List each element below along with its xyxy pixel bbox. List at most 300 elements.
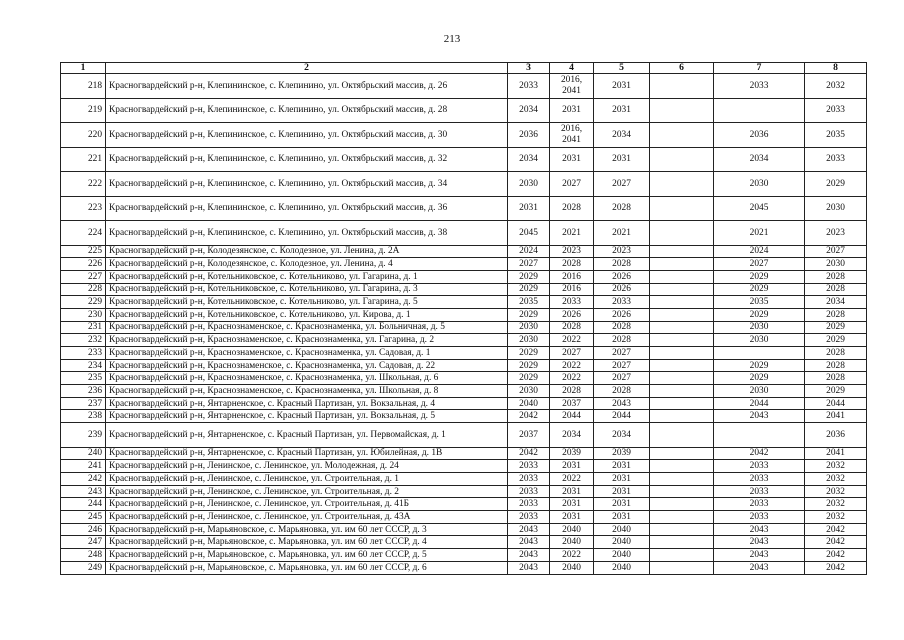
table-cell xyxy=(650,410,714,423)
table-cell: 235 xyxy=(61,372,106,385)
table-cell: Красногвардейский р-н, Колодезянское, с. Колодезное, ул. Ленина, д. 2А xyxy=(106,245,508,258)
table-cell: 244 xyxy=(61,498,106,511)
table-cell: 2033 xyxy=(594,296,650,309)
table-cell: 225 xyxy=(61,245,106,258)
table-cell: Красногвардейский р-н, Ленинское, с. Ленинское, ул. Молодежная, д. 24 xyxy=(106,460,508,473)
table-cell: 219 xyxy=(61,98,106,123)
table-cell: 218 xyxy=(61,74,106,99)
table-row xyxy=(61,308,867,321)
table-cell: 2022 xyxy=(550,372,594,385)
table-cell: 2028 xyxy=(805,283,867,296)
table-cell: 227 xyxy=(61,270,106,283)
table-cell: 2030 xyxy=(508,172,550,197)
table-cell: 2021 xyxy=(714,221,805,246)
table-cell: 2041 xyxy=(805,410,867,423)
table-cell: Красногвардейский р-н, Краснознаменское, с. Краснознаменка, ул. Садовая, д. 22 xyxy=(106,359,508,372)
table-row xyxy=(61,410,867,423)
table-cell xyxy=(650,549,714,562)
table-cell: 2029 xyxy=(508,283,550,296)
table-cell xyxy=(714,347,805,360)
table-cell: 2030 xyxy=(714,334,805,347)
table-cell: 2029 xyxy=(805,172,867,197)
table-cell: 222 xyxy=(61,172,106,197)
table-cell: 2044 xyxy=(594,410,650,423)
table-cell: 2036 xyxy=(805,423,867,448)
table-cell: Красногвардейский р-н, Краснознаменское, с. Краснознаменка, ул. Садовая, д. 1 xyxy=(106,347,508,360)
table-row xyxy=(61,385,867,398)
table-cell xyxy=(650,397,714,410)
table-cell: 245 xyxy=(61,511,106,524)
table-row xyxy=(61,321,867,334)
table-cell: 2023 xyxy=(594,245,650,258)
table-cell: 247 xyxy=(61,536,106,549)
table-cell: 2027 xyxy=(594,172,650,197)
table-cell xyxy=(650,98,714,123)
table-cell: 2036 xyxy=(508,123,550,148)
table-cell: Красногвардейский р-н, Котельниковское, с. Котельниково, ул. Кирова, д. 1 xyxy=(106,308,508,321)
table-cell: 2029 xyxy=(805,385,867,398)
table-cell: 2033 xyxy=(714,498,805,511)
table-row xyxy=(61,473,867,486)
table-row xyxy=(61,98,867,123)
table-cell: 241 xyxy=(61,460,106,473)
table-cell: 2030 xyxy=(805,196,867,221)
table-cell: 2021 xyxy=(550,221,594,246)
table-cell: 2028 xyxy=(550,321,594,334)
table-cell: 2045 xyxy=(714,196,805,221)
table-row xyxy=(61,172,867,197)
table-cell: Красногвардейский р-н, Котельниковское, с. Котельниково, ул. Гагарина, д. 3 xyxy=(106,283,508,296)
table-cell: Красногвардейский р-н, Клепининское, с. Клепинино, ул. Октябрьский массив, д. 30 xyxy=(106,123,508,148)
table-cell: 2040 xyxy=(550,561,594,574)
page-number: 213 xyxy=(443,33,461,45)
table-cell: 2030 xyxy=(508,321,550,334)
table-cell: 2033 xyxy=(714,74,805,99)
table-cell: 2023 xyxy=(805,221,867,246)
table-cell: 230 xyxy=(61,308,106,321)
table-cell: 221 xyxy=(61,147,106,172)
table-cell: Красногвардейский р-н, Котельниковское, с. Котельниково, ул. Гагарина, д. 1 xyxy=(106,270,508,283)
table-cell: 229 xyxy=(61,296,106,309)
column-header: 1 xyxy=(61,63,106,74)
table-cell: 2036 xyxy=(714,123,805,148)
table-cell: 2042 xyxy=(508,410,550,423)
table-row xyxy=(61,221,867,246)
table-cell: 242 xyxy=(61,473,106,486)
table-cell: 2044 xyxy=(805,397,867,410)
table-cell: 2028 xyxy=(805,308,867,321)
table-cell xyxy=(650,258,714,271)
table-row xyxy=(61,123,867,148)
table-cell xyxy=(650,523,714,536)
table-cell: 2026 xyxy=(594,308,650,321)
table-cell: 2027 xyxy=(550,172,594,197)
table-row xyxy=(61,334,867,347)
table-cell: 2033 xyxy=(714,511,805,524)
table-cell xyxy=(714,423,805,448)
table-cell: Красногвардейский р-н, Клепининское, с. Клепинино, ул. Октябрьский массив, д. 32 xyxy=(106,147,508,172)
table-cell: 2029 xyxy=(805,334,867,347)
table-cell: 2029 xyxy=(714,372,805,385)
table-cell: 2028 xyxy=(805,372,867,385)
table-row xyxy=(61,511,867,524)
table-cell: 2035 xyxy=(805,123,867,148)
table-cell: 2043 xyxy=(508,549,550,562)
table-cell: 2034 xyxy=(550,423,594,448)
table-cell: 2042 xyxy=(805,561,867,574)
table-cell: 2031 xyxy=(594,147,650,172)
table-cell xyxy=(650,123,714,148)
table-cell: Красногвардейский р-н, Ленинское, с. Ленинское, ул. Строительная, д. 1 xyxy=(106,473,508,486)
table-cell: 2039 xyxy=(550,447,594,460)
column-header: 6 xyxy=(650,63,714,74)
table-cell: 2043 xyxy=(508,523,550,536)
table-row xyxy=(61,485,867,498)
column-header: 4 xyxy=(550,63,594,74)
table-cell: 2043 xyxy=(714,549,805,562)
table-cell: 2026 xyxy=(550,308,594,321)
table-cell: 2040 xyxy=(550,523,594,536)
table-cell: 2031 xyxy=(550,147,594,172)
table-cell: Красногвардейский р-н, Марьяновское, с. Марьяновка, ул. им 60 лет СССР, д. 4 xyxy=(106,536,508,549)
table-row xyxy=(61,397,867,410)
table-row xyxy=(61,296,867,309)
table-cell: 2042 xyxy=(805,536,867,549)
table-cell xyxy=(650,221,714,246)
column-header: 8 xyxy=(805,63,867,74)
table-cell: 2031 xyxy=(594,98,650,123)
table-cell: Красногвардейский р-н, Марьяновское, с. Марьяновка, ул. им 60 лет СССР, д. 6 xyxy=(106,561,508,574)
table-cell: 2016, 2041 xyxy=(550,74,594,99)
table-cell: 2033 xyxy=(508,498,550,511)
table-cell xyxy=(650,196,714,221)
table-cell: 226 xyxy=(61,258,106,271)
table-cell: 2026 xyxy=(594,283,650,296)
table-cell: 2033 xyxy=(714,473,805,486)
table-cell: 2022 xyxy=(550,549,594,562)
table-cell: 2022 xyxy=(550,359,594,372)
table-cell: 2030 xyxy=(714,385,805,398)
table-cell: 2028 xyxy=(550,196,594,221)
table-cell: 2032 xyxy=(805,498,867,511)
table-cell: 2016, 2041 xyxy=(550,123,594,148)
table-cell xyxy=(650,308,714,321)
table-cell: 228 xyxy=(61,283,106,296)
table-cell: 239 xyxy=(61,423,106,448)
table-cell: 2027 xyxy=(550,347,594,360)
table-cell: 2029 xyxy=(714,308,805,321)
table-cell: 2032 xyxy=(805,485,867,498)
table-cell: Красногвардейский р-н, Клепининское, с. Клепинино, ул. Октябрьский массив, д. 28 xyxy=(106,98,508,123)
table-cell: Красногвардейский р-н, Марьяновское, с. Марьяновка, ул. им 60 лет СССР, д. 5 xyxy=(106,549,508,562)
table-cell: Красногвардейский р-н, Клепининское, с. Клепинино, ул. Октябрьский массив, д. 36 xyxy=(106,196,508,221)
table-cell: 2033 xyxy=(508,511,550,524)
table-cell: 249 xyxy=(61,561,106,574)
table-cell: 2022 xyxy=(550,473,594,486)
table-cell: 2029 xyxy=(714,283,805,296)
table-cell: 2043 xyxy=(594,397,650,410)
table-cell: Красногвардейский р-н, Краснознаменское, с. Краснознаменка, ул. Школьная, д. 6 xyxy=(106,372,508,385)
table-row xyxy=(61,523,867,536)
table-cell: 2031 xyxy=(550,98,594,123)
table-cell xyxy=(650,561,714,574)
table-cell: 2033 xyxy=(508,485,550,498)
table-cell xyxy=(650,385,714,398)
table-cell xyxy=(650,296,714,309)
table-cell xyxy=(650,372,714,385)
table-cell: 2030 xyxy=(508,385,550,398)
table-cell: Красногвардейский р-н, Ленинское, с. Ленинское, ул. Строительная, д. 41Б xyxy=(106,498,508,511)
table-cell: Красногвардейский р-н, Краснознаменское, с. Краснознаменка, ул. Больничная, д. 5 xyxy=(106,321,508,334)
table-row xyxy=(61,347,867,360)
table-cell: 2044 xyxy=(714,397,805,410)
table-row xyxy=(61,283,867,296)
table-cell: 248 xyxy=(61,549,106,562)
table-cell: 2043 xyxy=(714,523,805,536)
table-cell: 2042 xyxy=(714,447,805,460)
table-cell: 2040 xyxy=(594,549,650,562)
table-cell: 2029 xyxy=(508,347,550,360)
table-cell: 2043 xyxy=(508,536,550,549)
table-cell: Красногвардейский р-н, Клепининское, с. Клепинино, ул. Октябрьский массив, д. 38 xyxy=(106,221,508,246)
table-cell: Красногвардейский р-н, Клепининское, с. Клепинино, ул. Октябрьский массив, д. 34 xyxy=(106,172,508,197)
table-cell: Красногвардейский р-н, Янтарненское, с. Красный Партизан, ул. Юбилейная, д. 1В xyxy=(106,447,508,460)
table-cell: 2028 xyxy=(594,321,650,334)
table-cell: 2030 xyxy=(714,172,805,197)
table-row xyxy=(61,549,867,562)
table-cell: 238 xyxy=(61,410,106,423)
table-cell: 2021 xyxy=(594,221,650,246)
table-cell: 2028 xyxy=(550,385,594,398)
table-cell: 223 xyxy=(61,196,106,221)
table-row xyxy=(61,447,867,460)
table-cell: 2027 xyxy=(805,245,867,258)
table-cell: 2033 xyxy=(508,74,550,99)
table-cell: 2033 xyxy=(508,473,550,486)
table-cell: 2028 xyxy=(594,334,650,347)
table-cell: 2034 xyxy=(805,296,867,309)
table-row xyxy=(61,147,867,172)
table-cell: 232 xyxy=(61,334,106,347)
table-cell: 2042 xyxy=(508,447,550,460)
table-cell xyxy=(714,98,805,123)
table-cell xyxy=(650,423,714,448)
table-cell: 2040 xyxy=(508,397,550,410)
table-cell: 2028 xyxy=(805,359,867,372)
table-row xyxy=(61,498,867,511)
table-cell: 220 xyxy=(61,123,106,148)
table-row xyxy=(61,561,867,574)
table-cell: 2028 xyxy=(594,385,650,398)
table-cell: 2035 xyxy=(508,296,550,309)
table-cell: 2031 xyxy=(594,498,650,511)
table-cell xyxy=(650,485,714,498)
table-cell xyxy=(650,498,714,511)
table-row xyxy=(61,423,867,448)
table-cell: 2031 xyxy=(550,460,594,473)
table-cell: 2023 xyxy=(550,245,594,258)
table-cell: 2029 xyxy=(508,372,550,385)
table-cell xyxy=(650,147,714,172)
table-cell: 2024 xyxy=(714,245,805,258)
table-row xyxy=(61,372,867,385)
schedule-table xyxy=(60,62,867,575)
table-cell: 2032 xyxy=(805,460,867,473)
table-cell xyxy=(650,283,714,296)
table-cell: 2028 xyxy=(550,258,594,271)
table-cell: 2043 xyxy=(714,410,805,423)
table-cell: 2034 xyxy=(594,423,650,448)
table-cell: 2029 xyxy=(508,308,550,321)
table-cell xyxy=(650,511,714,524)
table-cell: 2034 xyxy=(594,123,650,148)
table-cell: 2034 xyxy=(508,147,550,172)
table-cell: 2035 xyxy=(714,296,805,309)
table-cell: 2040 xyxy=(594,536,650,549)
table-cell xyxy=(650,245,714,258)
table-cell: 2034 xyxy=(714,147,805,172)
table-cell: 2032 xyxy=(805,74,867,99)
table-cell: 2029 xyxy=(714,359,805,372)
table-row xyxy=(61,270,867,283)
table-cell: 2040 xyxy=(594,523,650,536)
table-cell xyxy=(650,347,714,360)
column-header: 2 xyxy=(106,63,508,74)
table-cell: 2027 xyxy=(594,359,650,372)
table-cell: 243 xyxy=(61,485,106,498)
table-body xyxy=(61,74,867,575)
table-cell: 2031 xyxy=(508,196,550,221)
table-row xyxy=(61,196,867,221)
table-row xyxy=(61,74,867,99)
table-cell: 2043 xyxy=(714,561,805,574)
table-cell xyxy=(650,270,714,283)
table-cell: 2033 xyxy=(805,147,867,172)
table-cell: Красногвардейский р-н, Янтарненское, с. Красный Партизан, ул. Вокзальная, д. 5 xyxy=(106,410,508,423)
table-row xyxy=(61,460,867,473)
table-cell: 2040 xyxy=(594,561,650,574)
table-cell: 2040 xyxy=(550,536,594,549)
table-cell: 2032 xyxy=(805,511,867,524)
table-cell: 2029 xyxy=(508,359,550,372)
table-cell: 2031 xyxy=(594,473,650,486)
table-cell xyxy=(650,334,714,347)
table-cell: 246 xyxy=(61,523,106,536)
column-header: 7 xyxy=(714,63,805,74)
table-cell: 2037 xyxy=(508,423,550,448)
column-header: 5 xyxy=(594,63,650,74)
table-cell: 236 xyxy=(61,385,106,398)
table-cell: 2028 xyxy=(594,196,650,221)
table-cell: 2042 xyxy=(805,523,867,536)
table-row xyxy=(61,245,867,258)
table-cell: 2037 xyxy=(550,397,594,410)
table-cell xyxy=(650,359,714,372)
table-cell: 2033 xyxy=(805,98,867,123)
table-cell xyxy=(650,74,714,99)
table-cell: 2034 xyxy=(508,98,550,123)
table-cell xyxy=(650,536,714,549)
table-cell: 2032 xyxy=(805,473,867,486)
table-cell: 2043 xyxy=(714,536,805,549)
table-cell: 2022 xyxy=(550,334,594,347)
table-cell xyxy=(650,473,714,486)
table-cell xyxy=(650,321,714,334)
table-cell: 2031 xyxy=(594,511,650,524)
table-cell: 2030 xyxy=(805,258,867,271)
table-cell: 224 xyxy=(61,221,106,246)
table-cell: 2031 xyxy=(550,485,594,498)
table-cell: 234 xyxy=(61,359,106,372)
table-cell: 2033 xyxy=(714,485,805,498)
table-cell: 2027 xyxy=(594,372,650,385)
table-cell: Красногвардейский р-н, Краснознаменское, с. Краснознаменка, ул. Гагарина, д. 2 xyxy=(106,334,508,347)
table-cell: 2031 xyxy=(594,460,650,473)
table-cell: 240 xyxy=(61,447,106,460)
table-cell: 2029 xyxy=(805,321,867,334)
table-cell: 2045 xyxy=(508,221,550,246)
table-cell: 2043 xyxy=(508,561,550,574)
table-cell: 2029 xyxy=(714,270,805,283)
table-row xyxy=(61,536,867,549)
table-cell: 2039 xyxy=(594,447,650,460)
table-cell: 2031 xyxy=(550,498,594,511)
table-cell: 2026 xyxy=(594,270,650,283)
table-cell: 2028 xyxy=(594,258,650,271)
table-cell: 2030 xyxy=(508,334,550,347)
table-cell: 2033 xyxy=(714,460,805,473)
table-cell: 2016 xyxy=(550,270,594,283)
table-cell: 2033 xyxy=(550,296,594,309)
table-cell: Красногвардейский р-н, Ленинское, с. Ленинское, ул. Строительная, д. 43А xyxy=(106,511,508,524)
table-cell: Красногвардейский р-н, Клепининское, с. Клепинино, ул. Октябрьский массив, д. 26 xyxy=(106,74,508,99)
table-cell: Красногвардейский р-н, Колодезянское, с. Колодезное, ул. Ленина, д. 4 xyxy=(106,258,508,271)
table-cell: 2044 xyxy=(550,410,594,423)
table-cell: 2031 xyxy=(594,74,650,99)
table-cell: 2033 xyxy=(508,460,550,473)
table-cell: 233 xyxy=(61,347,106,360)
table-cell: 2027 xyxy=(594,347,650,360)
table-cell: 231 xyxy=(61,321,106,334)
table-cell: 2031 xyxy=(550,511,594,524)
table-cell xyxy=(650,460,714,473)
table-cell: 2031 xyxy=(594,485,650,498)
table-row xyxy=(61,258,867,271)
table-cell: Красногвардейский р-н, Янтарненское, с. Красный Партизан, ул. Вокзальная, д. 4 xyxy=(106,397,508,410)
table-row xyxy=(61,359,867,372)
column-header: 3 xyxy=(508,63,550,74)
table-cell: 2028 xyxy=(805,347,867,360)
table-cell: 2027 xyxy=(508,258,550,271)
table-cell: Красногвардейский р-н, Краснознаменское, с. Краснознаменка, ул. Школьная, д. 8 xyxy=(106,385,508,398)
table-cell: 2029 xyxy=(508,270,550,283)
table-cell xyxy=(650,447,714,460)
table-cell xyxy=(650,172,714,197)
header-row xyxy=(61,63,867,74)
table-cell: 2028 xyxy=(805,270,867,283)
table-cell: Красногвардейский р-н, Янтарненское, с. Красный Партизан, ул. Первомайская, д. 1 xyxy=(106,423,508,448)
table-cell: Красногвардейский р-н, Котельниковское, с. Котельниково, ул. Гагарина, д. 5 xyxy=(106,296,508,309)
table-cell: Красногвардейский р-н, Марьяновское, с. Марьяновка, ул. им 60 лет СССР, д. 3 xyxy=(106,523,508,536)
table-cell: 2041 xyxy=(805,447,867,460)
table-cell: 2027 xyxy=(714,258,805,271)
table-cell: 237 xyxy=(61,397,106,410)
table-cell: Красногвардейский р-н, Ленинское, с. Ленинское, ул. Строительная, д. 2 xyxy=(106,485,508,498)
table-cell: 2016 xyxy=(550,283,594,296)
table-cell: 2024 xyxy=(508,245,550,258)
table-cell: 2030 xyxy=(714,321,805,334)
table-cell: 2042 xyxy=(805,549,867,562)
